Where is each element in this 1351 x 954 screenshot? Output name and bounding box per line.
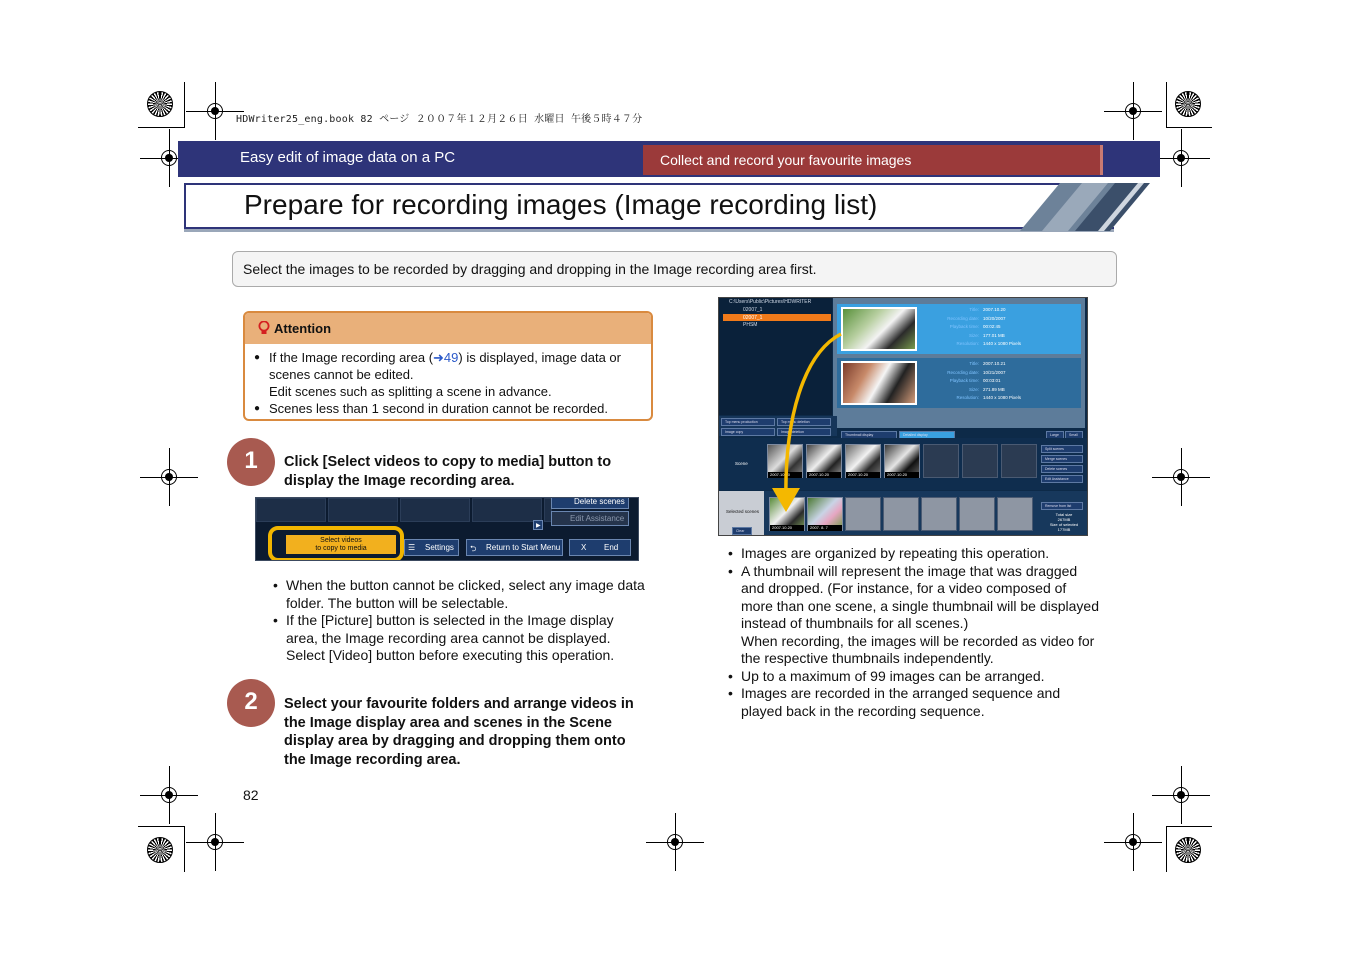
selected-area-label: Selected scenes <box>726 509 760 514</box>
bullet-line: • Images are organized by repeating this operation. <box>741 545 1050 561</box>
thumbnail-display-tab[interactable]: Thumbnail display <box>841 431 897 439</box>
color-target-top-left <box>147 91 173 117</box>
title-stripe-decoration <box>1020 183 1150 231</box>
color-target-bottom-left <box>147 837 173 863</box>
meta-label: Title: <box>969 307 979 312</box>
step-line: display the Image recording area. <box>284 472 515 489</box>
bullet-line: played back in the recording sequence. <box>741 702 985 719</box>
clear-button[interactable]: Clear <box>732 527 752 535</box>
lightbulb-icon <box>258 321 270 335</box>
crop-line <box>184 82 185 128</box>
folder-item[interactable]: 02007_1 <box>743 315 763 321</box>
step-number: 1 <box>244 447 258 474</box>
crop-line <box>138 826 184 827</box>
meta-label: Size: <box>968 332 979 338</box>
ui-tile <box>256 498 326 522</box>
folder-item[interactable]: 02007_1 <box>743 307 763 313</box>
play-arrow-button[interactable] <box>533 520 543 530</box>
section-title: Easy edit of image data on a PC <box>240 149 456 166</box>
attention-text: Scenes less than 1 second in duration cannot be recorded. <box>269 401 608 416</box>
ui-tile <box>400 498 470 522</box>
step-line: the Image display area and scenes in the Scene <box>284 714 612 731</box>
detailed-display-tab[interactable]: Detailed display <box>899 431 955 439</box>
step-line: display area by dragging and dropping them onto <box>284 733 626 749</box>
step-line: Click [Select videos to copy to media] button to <box>284 454 612 470</box>
step-number: 2 <box>244 688 258 715</box>
attention-heading: Attention <box>274 321 332 336</box>
bullet-item <box>728 563 1118 668</box>
section-header-band <box>178 141 1160 177</box>
attention-bullet <box>269 349 641 400</box>
step-2-text <box>284 695 634 769</box>
attention-text: Edit scenes such as splitting a scene in advance. <box>269 384 552 399</box>
step-1-text <box>284 453 611 490</box>
select-videos-screenshot <box>255 497 639 561</box>
bullet-line: • Up to a maximum of 99 images can be arranged. <box>741 667 1045 684</box>
settings-icon: ☰ <box>408 543 416 552</box>
bullet-line: the respective thumbnails independently. <box>741 650 994 666</box>
note-line: Select [Video] button before executing this operation. <box>286 647 615 663</box>
meta-label: Recording date: <box>947 369 979 375</box>
registration-mark <box>1118 96 1148 126</box>
registration-mark <box>200 827 230 857</box>
play-arrow-icon: ▶ <box>536 523 541 529</box>
meta-label: Recording date: <box>947 315 979 321</box>
note-line: folder. The button will be selectable. <box>286 594 509 611</box>
note-item <box>273 577 658 612</box>
meta-label: Playback time: <box>949 378 979 383</box>
thumbnail-caption: 2007.10.20 <box>846 472 880 478</box>
end-button[interactable] <box>569 539 631 556</box>
large-view-button[interactable]: Large <box>1046 431 1064 439</box>
remove-from-list-button[interactable]: Remove from list <box>1041 502 1083 510</box>
meta-label: Playback time: <box>949 324 979 329</box>
meta-label: Resolution: <box>956 395 979 400</box>
color-target-bottom-right <box>1175 837 1201 863</box>
intro-box <box>232 251 1117 287</box>
step-1-badge <box>227 438 275 486</box>
step-line: the Image recording area. <box>284 751 461 768</box>
page-reference-link[interactable]: ➜49 <box>433 350 459 365</box>
bullet-line: instead of thumbnails for all scenes.) <box>741 615 969 631</box>
meta-value: 10/20/2007 <box>983 315 1006 321</box>
registration-mark <box>660 827 690 857</box>
bullet-line: When recording, the images will be recorded as video for <box>741 632 1095 649</box>
edit-assistance-button[interactable]: Edit Assistance <box>1041 475 1083 483</box>
total-size-value: 267MB <box>1057 517 1071 522</box>
return-to-start-label: Return to Start Menu <box>486 543 561 552</box>
crop-line <box>1166 82 1167 128</box>
section-tab <box>643 145 1103 175</box>
meta-value: 2007.10.21 <box>983 361 1006 366</box>
right-bullets <box>728 545 1118 720</box>
crop-line <box>1166 826 1212 827</box>
thumbnail-caption: 2007.10.20 <box>768 472 802 478</box>
return-icon: ⮌ <box>470 544 477 553</box>
meta-value: 00:03:01 <box>983 378 1001 383</box>
attention-header <box>245 313 651 344</box>
meta-value: 1440 x 1080 Pixels <box>983 395 1022 400</box>
close-icon: X <box>581 543 587 552</box>
small-view-button[interactable]: Small <box>1065 431 1083 439</box>
select-videos-button[interactable] <box>286 535 396 554</box>
thumbnail-caption: 2007.10.20 <box>807 472 841 478</box>
bullet-line: • A thumbnail will represent the image that was dragged <box>741 562 1078 579</box>
note-line: area, the Image recording area cannot be displayed. <box>286 629 611 646</box>
bullet-item <box>728 668 1118 686</box>
step-1-notes <box>273 577 658 665</box>
crop-line <box>1166 127 1212 128</box>
folder-path: C:\Users\Public\Pictures\HDWRITER <box>729 299 812 305</box>
crop-line <box>184 826 185 872</box>
note-line: • If the [Picture] button is selected in the Image display <box>286 612 614 628</box>
step-line: Select your favourite folders and arrange videos in <box>284 696 634 712</box>
meta-value: 1440 x 1080 Pixels <box>983 341 1022 346</box>
attention-text: If the Image recording area ( <box>269 350 434 365</box>
size-selected-label: Size of selected <box>1049 522 1079 527</box>
attention-bullet <box>269 400 641 417</box>
delete-scenes-button[interactable]: Delete scenes <box>1041 465 1083 473</box>
meta-label: Title: <box>969 361 979 366</box>
attention-text: scenes cannot be edited. <box>269 367 414 382</box>
meta-value: 2007.10.20 <box>983 307 1006 312</box>
bullet-line: • Images are recorded in the arranged sequence and <box>741 685 1061 701</box>
bullet-line: and dropped. (For instance, for a video composed of <box>741 580 1067 596</box>
split-scenes-button[interactable]: Split scenes <box>1041 445 1083 453</box>
bullet-item <box>728 545 1118 563</box>
note-line: • When the button cannot be clicked, select any image data <box>286 577 645 593</box>
folder-item[interactable]: PHSM <box>743 322 758 328</box>
registration-mark <box>154 462 184 492</box>
end-label: End <box>604 543 619 552</box>
ui-tile <box>472 498 542 522</box>
total-size-label: Total size <box>1055 512 1073 517</box>
page-title-box <box>184 183 1114 229</box>
edit-assistance-label: Edit Assistance <box>570 514 625 523</box>
select-videos-label-1: Select videos <box>320 537 362 544</box>
settings-button[interactable] <box>404 539 459 556</box>
crop-line <box>138 127 184 128</box>
thumbnail-caption: 2007. 8. 7 <box>808 525 842 531</box>
thumbnail-caption: 2007.10.20 <box>770 525 804 531</box>
return-to-start-menu-button[interactable] <box>466 539 563 556</box>
meta-label: Size: <box>968 386 979 392</box>
scene-area-label: Scene <box>735 461 748 466</box>
intro-text: Select the images to be recorded by dragging and dropping in the Image recording area first. <box>243 261 817 277</box>
step-2-badge <box>227 679 275 727</box>
registration-mark <box>1166 780 1196 810</box>
registration-mark <box>1166 462 1196 492</box>
drag-arrow-icon <box>719 298 1088 536</box>
registration-mark <box>200 96 230 126</box>
attention-text: ) is displayed, image data or <box>458 350 621 365</box>
meta-value: 00:02:45 <box>983 324 1001 329</box>
registration-mark <box>1166 143 1196 173</box>
select-videos-label-2: to copy to media <box>315 545 367 552</box>
delete-scenes-button[interactable] <box>551 497 629 509</box>
note-item <box>273 612 658 665</box>
delete-scenes-label: Delete scenes <box>574 497 625 506</box>
crop-line <box>1166 826 1167 872</box>
meta-value: 10/21/2007 <box>983 369 1006 375</box>
page-title: Prepare for recording images (Image recording list) <box>244 189 878 220</box>
image-copy-button[interactable]: Image copy <box>721 428 775 436</box>
title-underline <box>184 229 1114 232</box>
ui-tile <box>328 498 398 522</box>
page-number: 82 <box>243 787 259 803</box>
registration-mark <box>154 780 184 810</box>
top-menu-production-button[interactable]: Top menu production <box>721 418 775 426</box>
merge-scenes-button[interactable]: Merge scenes <box>1041 455 1083 463</box>
meta-label: Resolution: <box>956 341 979 346</box>
meta-value: 271.89 MB <box>983 386 1005 392</box>
settings-label: Settings <box>425 543 454 552</box>
registration-mark <box>1118 827 1148 857</box>
color-target-top-right <box>1175 91 1201 117</box>
bullet-item <box>728 685 1118 720</box>
section-tab-label: Collect and record your favourite images <box>660 152 912 168</box>
attention-box <box>243 311 653 421</box>
meta-value: 177.01 MB <box>983 332 1005 338</box>
attention-body <box>245 344 651 417</box>
edit-assistance-button[interactable] <box>551 511 629 526</box>
image-recording-screenshot <box>718 297 1088 536</box>
image-deletion-button[interactable]: Image deletion <box>777 428 831 436</box>
bullet-line: more than one scene, a single thumbnail will be displayed <box>741 597 1099 614</box>
top-menu-deletion-button[interactable]: Top menu deletion <box>777 418 831 426</box>
size-selected-value: 177MB <box>1057 527 1071 532</box>
book-info-line: HDWriter25_eng.book 82 ページ ２００７年１２月２６日 水曜日 午後５時４７分 <box>236 114 643 125</box>
thumbnail-caption: 2007.10.20 <box>885 472 919 478</box>
